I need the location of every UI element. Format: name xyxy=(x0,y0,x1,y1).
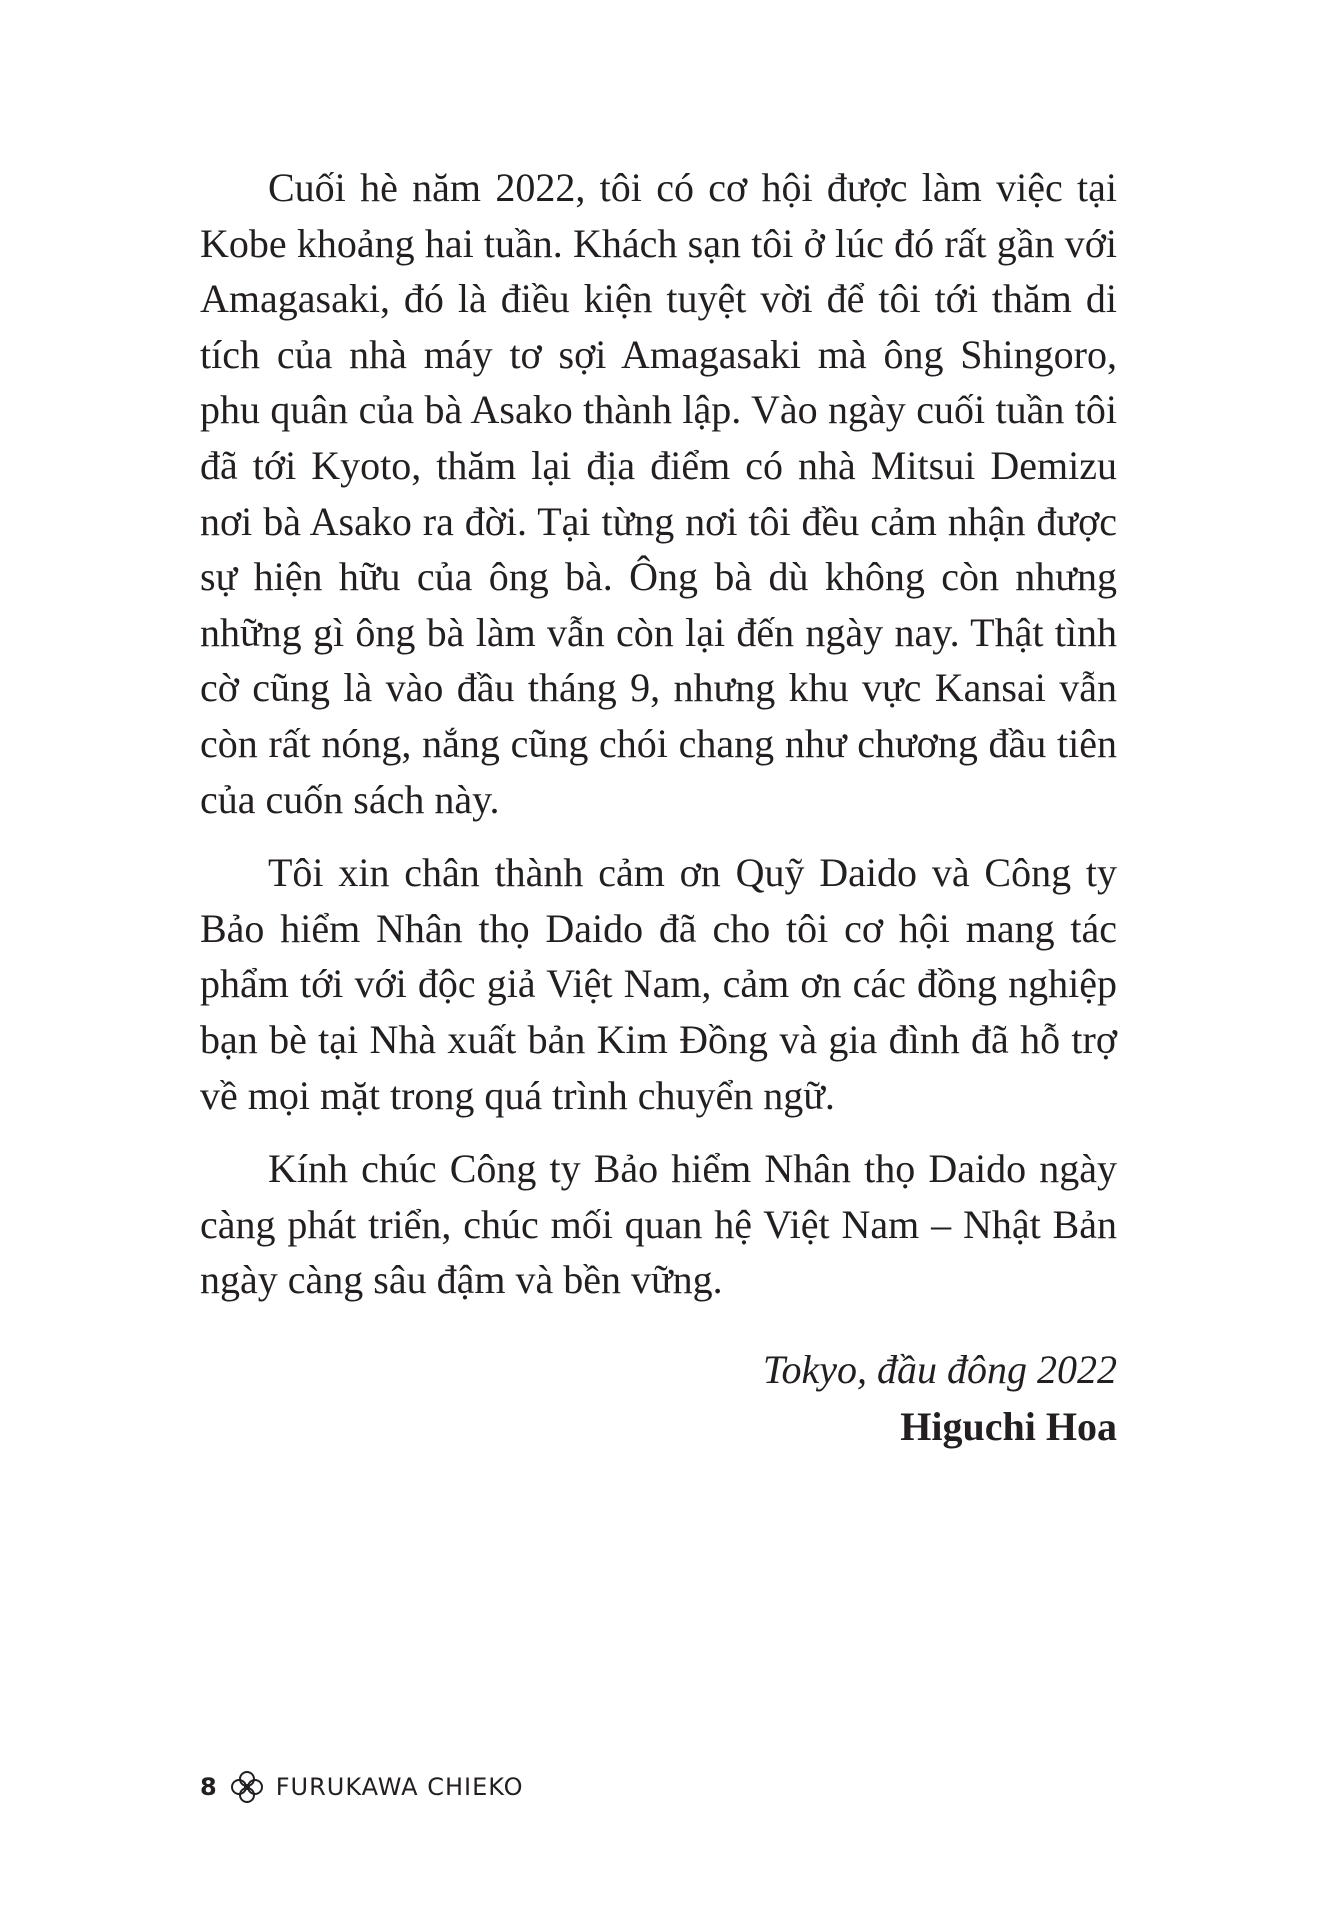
body-text xyxy=(200,160,1117,1455)
page-number: 8 xyxy=(200,1773,218,1801)
clover-icon xyxy=(230,1770,264,1804)
page-footer xyxy=(200,1767,524,1807)
running-head: FURUKAWA CHIEKO xyxy=(275,1773,524,1801)
signoff xyxy=(200,1342,1117,1455)
paragraph-3: Kính chúc Công ty Bảo hiểm Nhân thọ Daido ngày càng phát triển, chúc mối quan hệ Việt Nam – Nhật Bản ngày càng sâu đậm và bền vững. xyxy=(200,1146,1117,1303)
author-name: Higuchi Hoa xyxy=(900,1404,1117,1450)
paragraph-1: Cuối hè năm 2022, tôi có cơ hội được làm việc tại Kobe khoảng hai tuần. Khách sạn tôi ở lúc đó rất gần với Amagasaki, đó là điều kiện tuyệt vời để tôi tới thăm di tích của nhà máy tơ sợi Amagasaki mà ông Shingoro, phu quân của bà Asako thành lập. Vào ngày cuối tuần tôi đã tới Kyoto, thăm lại địa điểm có nhà Mitsui Demizu nơi bà Asako ra đời. Tại từng nơi tôi đều cảm nhận được sự hiện hữu của ông bà. Ông bà dù không còn nhưng những gì ông bà làm vẫn còn lại đến ngày nay. Thật tình cờ cũng là vào đầu tháng 9, nhưng khu vực Kansai vẫn còn rất nóng, nắng cũng chói chang như chương đầu tiên của cuốn sách này. xyxy=(200,165,1117,822)
paragraph-2: Tôi xin chân thành cảm ơn Quỹ Daido và Công ty Bảo hiểm Nhân thọ Daido đã cho tôi cơ hội mang tác phẩm tới với độc giả Việt Nam, cảm ơn các đồng nghiệp bạn bè tại Nhà xuất bản Kim Đồng và gia đình đã hỗ trợ về mọi mặt trong quá trình chuyển ngữ. xyxy=(200,850,1117,1118)
place-date: Tokyo, đầu đông 2022 xyxy=(762,1346,1117,1392)
